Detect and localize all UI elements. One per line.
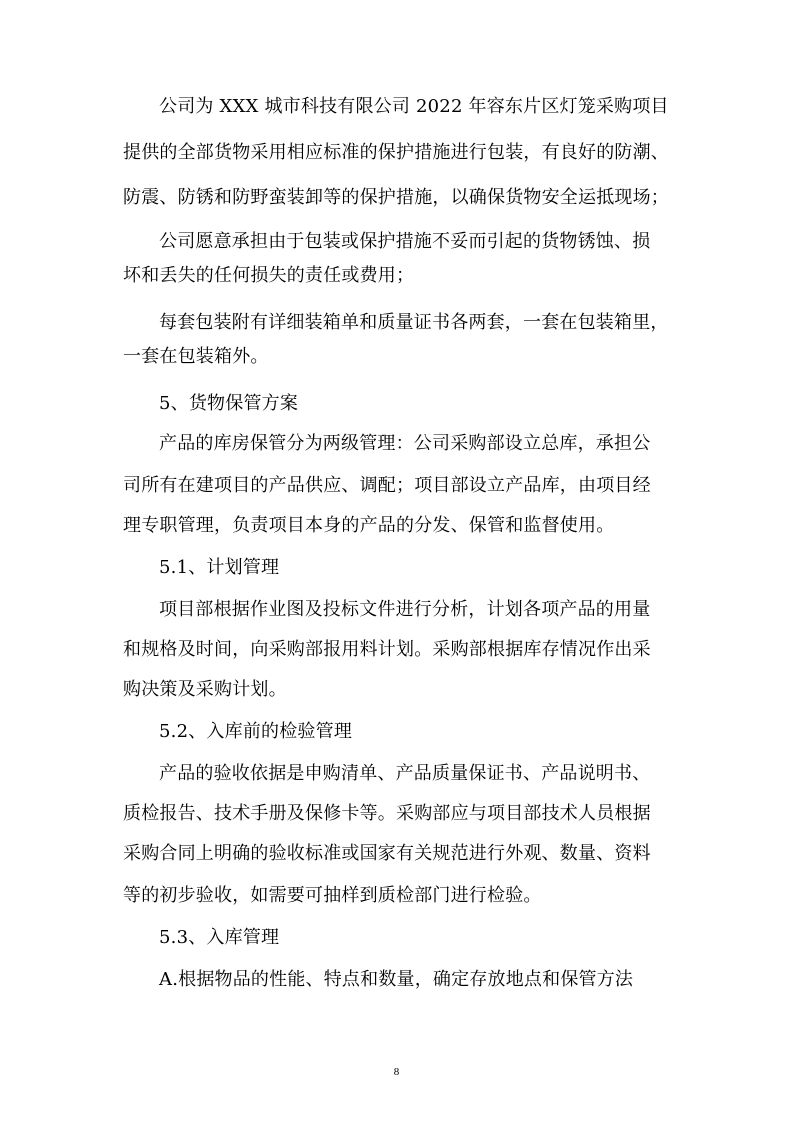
text-line: 采购合同上明确的验收标准或国家有关规范进行外观、数量、资料 bbox=[123, 843, 651, 864]
text-line: 等的初步验收，如需要可抽样到质检部门进行检验。 bbox=[123, 885, 542, 906]
text-line: 质检报告、技术手册及保修卡等。采购部应与项目部技术人员根据 bbox=[123, 803, 651, 824]
text-line: 产品的库房保管分为两级管理：公司采购部设立总库，承担公 bbox=[159, 433, 651, 454]
text-line: A.根据物品的性能、特点和数量，确定存放地点和保管方法 bbox=[159, 969, 634, 990]
text-line: 公司为 XXX 城市科技有限公司 2022 年容东片区灯笼采购项目 bbox=[159, 96, 669, 117]
text-line: 和规格及时间，向采购部报用料计划。采购部根据库存情况作出采 bbox=[123, 639, 651, 660]
text-line: 坏和丢失的任何损失的责任或费用； bbox=[123, 265, 415, 286]
section-heading: 5.1、计划管理 bbox=[159, 557, 280, 578]
page-number: 8 bbox=[393, 1066, 400, 1078]
text-line: 理专职管理，负责项目本身的产品的分发、保管和监督使用。 bbox=[123, 515, 615, 536]
text-line: 防震、防锈和防野蛮装卸等的保护措施，以确保货物安全运抵现场； bbox=[123, 187, 669, 208]
section-heading: 5.2、入库前的检验管理 bbox=[159, 721, 353, 742]
text-line: 提供的全部货物采用相应标准的保护措施进行包装，有良好的防潮、 bbox=[123, 142, 669, 163]
text-line: 司所有在建项目的产品供应、调配；项目部设立产品库，由项目经 bbox=[123, 475, 651, 496]
text-line: 每套包装附有详细装箱单和质量证书各两套，一套在包装箱里， bbox=[159, 312, 669, 333]
text-line: 一套在包装箱外。 bbox=[123, 346, 269, 367]
section-heading: 5.3、入库管理 bbox=[159, 927, 280, 948]
section-heading: 5、货物保管方案 bbox=[159, 393, 299, 414]
text-line: 公司愿意承担由于包装或保护措施不妥而引起的货物锈蚀、损 bbox=[159, 231, 651, 252]
text-line: 购决策及采购计划。 bbox=[123, 679, 287, 700]
text-line: 项目部根据作业图及投标文件进行分析，计划各项产品的用量 bbox=[159, 599, 651, 620]
text-line: 产品的验收依据是申购清单、产品质量保证书、产品说明书、 bbox=[159, 763, 651, 784]
